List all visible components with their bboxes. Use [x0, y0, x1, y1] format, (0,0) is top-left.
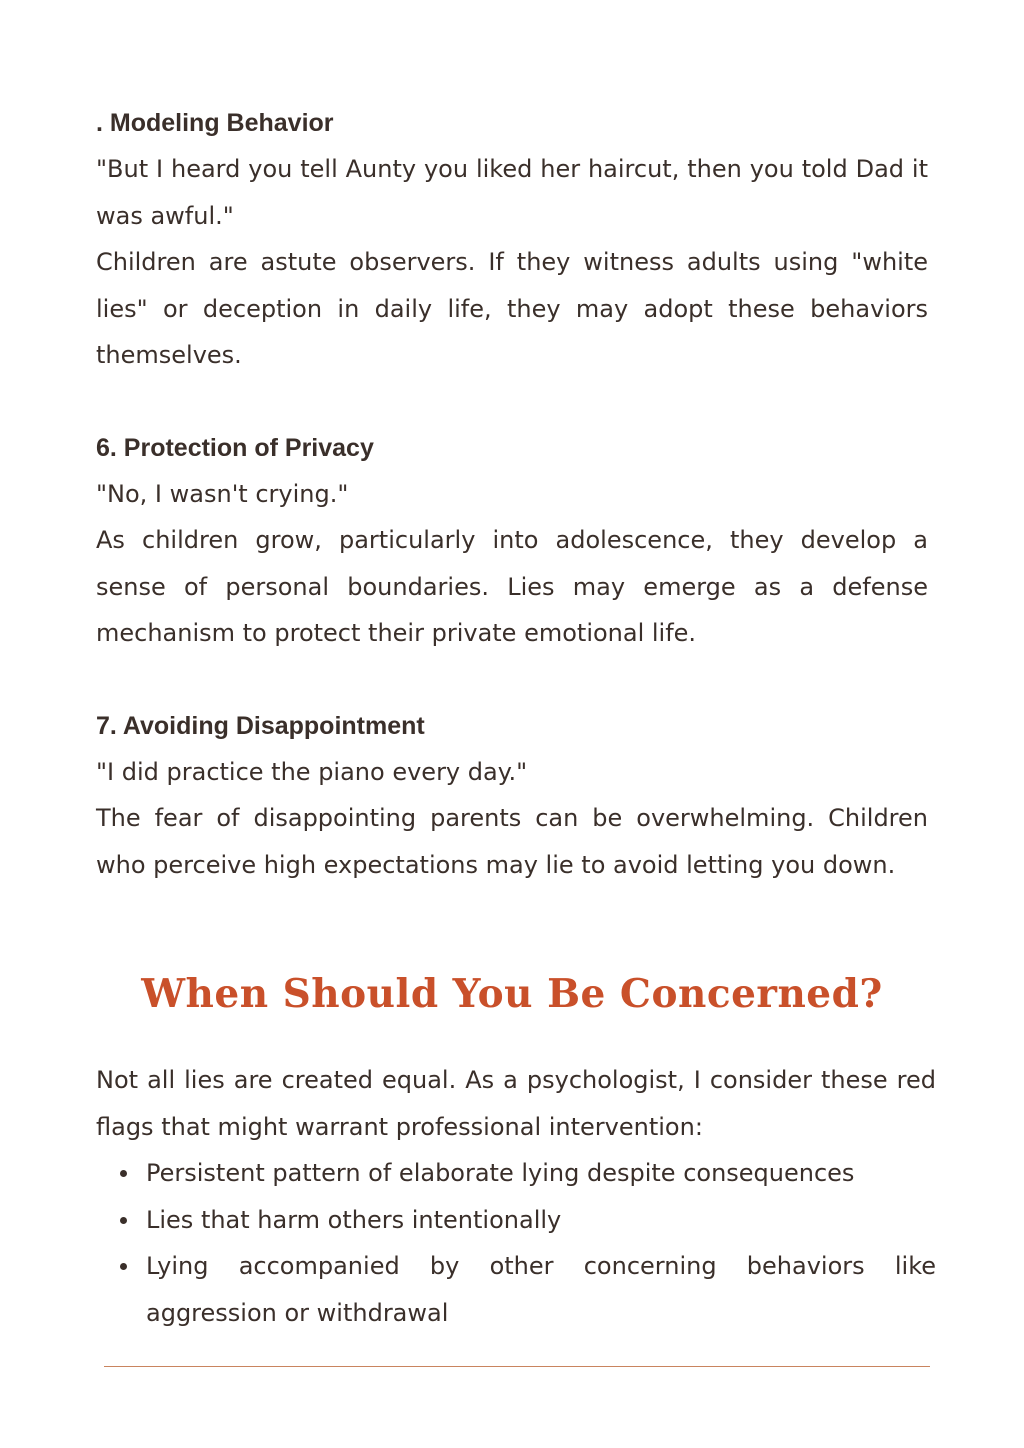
bullet-icon — [120, 1263, 127, 1270]
bullet-icon — [120, 1170, 127, 1177]
section-protection-of-privacy — [96, 425, 928, 657]
footer-divider — [104, 1366, 930, 1367]
concern-title: When Should You Be Concerned? — [141, 971, 883, 1017]
section-body: As children grow, particularly into adolescence, they develop a sense of personal boundaries. Lies may emerge as a defense mechanism to protect their private emotional life. — [96, 526, 928, 647]
bullet-icon — [120, 1217, 127, 1224]
spacer — [96, 379, 928, 425]
section-heading: 6. Protection of Privacy — [96, 433, 374, 462]
list-item-text: Persistent pattern of elaborate lying despite consequences — [146, 1159, 855, 1187]
red-flags-list — [96, 1150, 936, 1336]
section-quote: "I did practice the piano every day." — [96, 757, 528, 786]
section-body: Children are astute observers. If they witness adults using "white lies" or deception in daily life, they may adopt these behaviors themselves. — [96, 248, 928, 369]
section-modeling-behavior — [96, 100, 928, 379]
list-item — [96, 1243, 936, 1336]
article-page — [96, 100, 936, 1327]
section-quote: "No, I wasn't crying." — [96, 479, 349, 508]
list-item-text: Lying accompanied by other concerning behaviors like aggression or withdrawal — [146, 1252, 936, 1327]
list-item-text: Lies that harm others intentionally — [146, 1205, 562, 1234]
section-heading: . Modeling Behavior — [96, 109, 334, 137]
section-quote: "But I heard you tell Aunty you liked her haircut, then you told Dad it was awful." — [96, 155, 928, 230]
spacer — [96, 657, 928, 703]
concern-intro: Not all lies are created equal. As a psychologist, I consider these red flags that might warrant professional intervention: — [96, 1066, 936, 1141]
section-avoiding-disappointment — [96, 703, 928, 889]
section-body: The fear of disappointing parents can be overwhelming. Children who perceive high expectations may lie to avoid letting you down. — [96, 804, 928, 879]
section-heading: 7. Avoiding Disappointment — [96, 711, 425, 740]
list-item — [96, 1150, 936, 1197]
concern-block — [96, 1057, 936, 1336]
list-item — [96, 1197, 936, 1244]
